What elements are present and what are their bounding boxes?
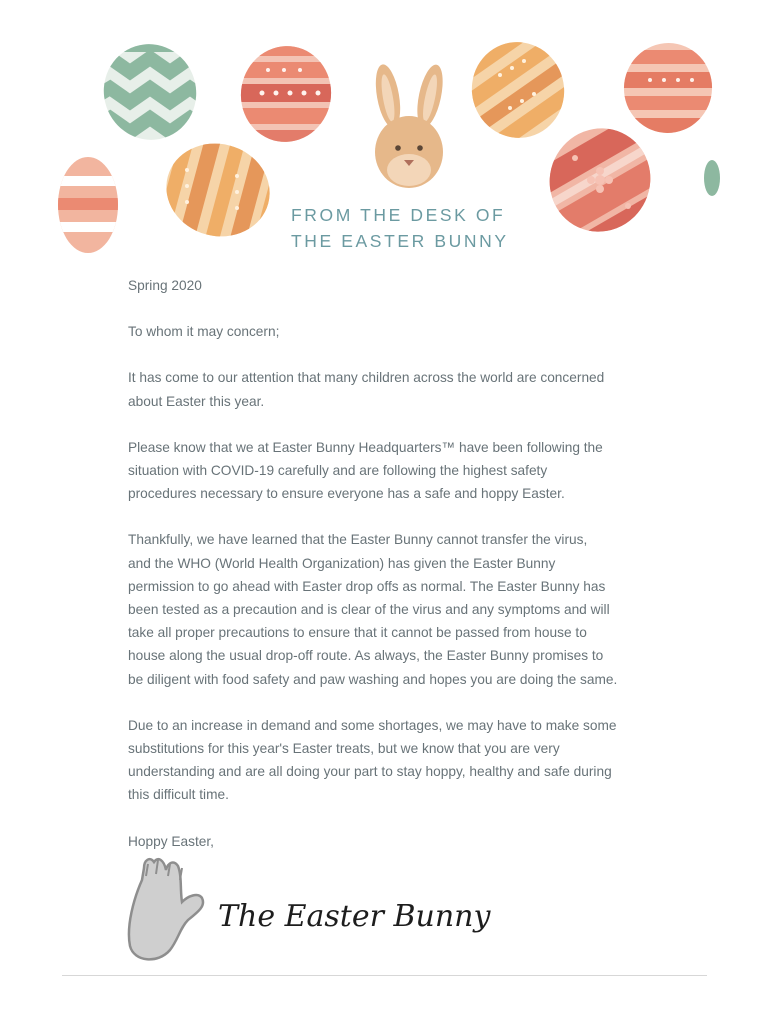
paragraph-line: permission to go ahead with Easter drop offs as normal. The Easter Bunny has <box>128 578 606 594</box>
signature-text: The Easter Bunny <box>218 899 491 934</box>
bottom-divider <box>62 975 707 976</box>
paragraph-line: this difficult time. <box>128 787 229 803</box>
paragraph-line: been tested as a precaution and is clear of the virus and any symptoms and will <box>128 602 610 618</box>
letter-salutation: To whom it may concern; <box>128 324 280 340</box>
letter-date: Spring 2020 <box>128 278 202 293</box>
orange-striped-egg-icon <box>154 119 293 264</box>
letterhead-title-line1: FROM THE DESK OF <box>291 205 506 225</box>
letterhead-title-line2: THE EASTER BUNNY <box>291 231 509 251</box>
paragraph-line: It has come to our attention that many children across the world are concerned <box>128 370 605 386</box>
bunny-signature <box>118 846 491 970</box>
paragraph-line: and the WHO (World Health Organization) has given the Easter Bunny <box>128 555 556 571</box>
green-egg-edge-icon <box>704 160 720 196</box>
paragraph-line: Due to an increase in demand and some shortages, we may have to make some <box>128 717 617 733</box>
paragraph-line: Thankfully, we have learned that the Easter Bunny cannot transfer the virus, <box>128 532 588 548</box>
paragraph-line: substitutions for this year's Easter treats, but we know that you are very <box>128 741 560 757</box>
coral-egg-left-icon <box>58 150 118 260</box>
letter-paragraph-1 <box>128 366 696 412</box>
coral-egg-right-icon <box>620 40 720 140</box>
letter-closing: Hoppy Easter, <box>128 833 214 849</box>
paragraph-line: procedures necessary to ensure everyone has a safe and hoppy Easter. <box>128 486 565 502</box>
bunny-icon <box>372 62 448 188</box>
green-egg-icon <box>90 30 210 150</box>
letter-paragraph-2 <box>128 436 696 506</box>
paragraph-line: understanding and are all doing your part to stay hoppy, healthy and safe during <box>128 764 612 780</box>
coral-egg-icon <box>230 40 345 150</box>
paragraph-line: Please know that we at Easter Bunny Headquarters™ have been following the <box>128 439 603 455</box>
paragraph-line: house along the usual drop-off route. As always, the Easter Bunny promises to <box>128 648 604 664</box>
paragraph-line: take all proper precautions to ensure that it cannot be passed from house to <box>128 625 587 641</box>
paw-print-icon <box>129 859 203 959</box>
letter-paragraph-3 <box>128 528 696 690</box>
paragraph-line: situation with COVID-19 carefully and are following the highest safety <box>128 463 548 479</box>
letterhead-title <box>291 202 509 254</box>
letter-body <box>128 274 696 853</box>
letter-paragraph-4 <box>128 714 696 807</box>
paragraph-line: be diligent with food safety and paw washing and hopes you are doing the same. <box>128 671 618 687</box>
paragraph-line: about Easter this year. <box>128 393 265 409</box>
